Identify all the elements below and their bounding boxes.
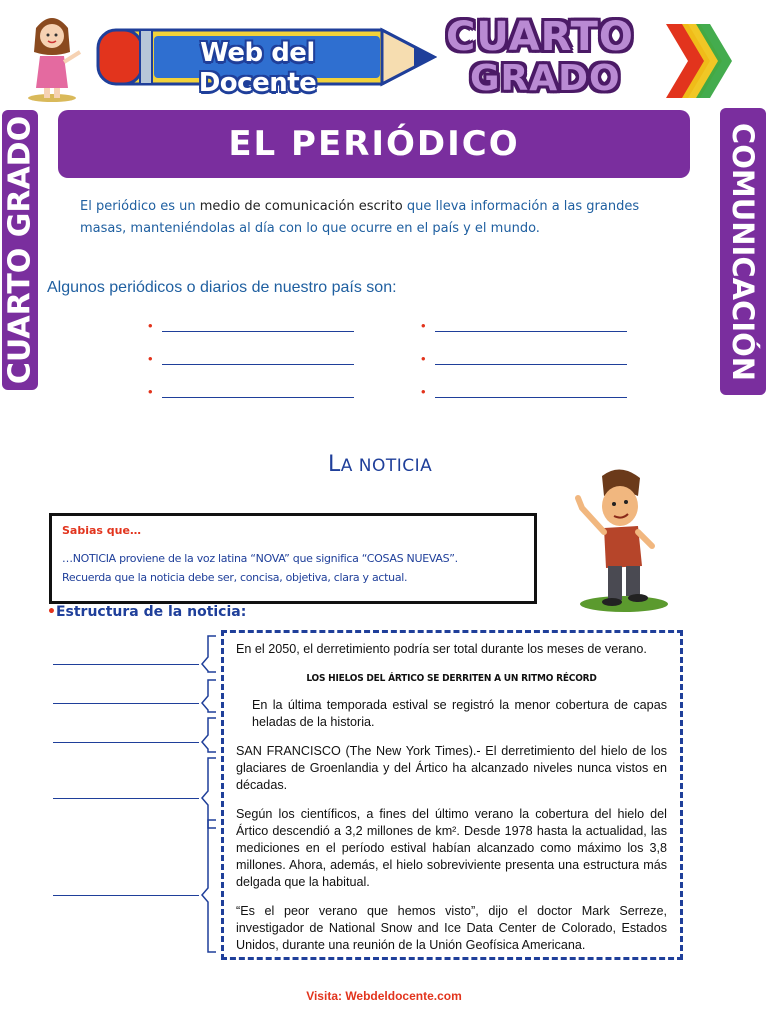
teacher-illustration [22, 12, 84, 104]
sample-news-article [221, 630, 683, 960]
article-paragraph: Según los científicos, a fines del último verano la cobertura del hielo del Ártico descendió a 3,2 millones de km². Desde 1978 hasta la actualidad, las mediciones en el período estival habían alcanzado como máximo los 3,8 millones. Ahora, además, el hielo sobreviviente presenta una estructura más delgada que la habitual. [236, 807, 667, 889]
boy-illustration [568, 466, 668, 614]
section-title-cap: L [328, 452, 341, 477]
intro-part-2: que lleva información a las grandes masas, manteniéndolas al día con lo que ocurre en el país y el mundo. [80, 199, 640, 236]
did-you-know-box [49, 513, 537, 604]
bullet-icon: • [148, 384, 153, 399]
section-title [328, 452, 432, 477]
section-title-rest: A NOTICIA [340, 456, 433, 476]
bullet-icon: • [421, 384, 426, 399]
answer-blanks [148, 318, 638, 408]
answer-blank[interactable] [421, 318, 627, 332]
answer-blank[interactable] [148, 351, 354, 365]
side-band-left [2, 110, 38, 390]
intro-paragraph [80, 196, 688, 240]
grade-line-1: CUARTO [446, 14, 634, 60]
blank-line [162, 384, 354, 398]
bullet-icon: • [148, 351, 153, 366]
answer-blank[interactable] [421, 384, 627, 398]
answer-blank[interactable] [148, 318, 354, 332]
blank-line [435, 351, 627, 365]
logo-text: Web del Docente [198, 38, 317, 98]
side-band-right [720, 108, 766, 395]
answer-blank[interactable] [148, 384, 354, 398]
did-you-know-line-2: Recuerda que la noticia debe ser, concisa, objetiva, clara y actual. [62, 571, 408, 584]
title-banner [58, 110, 690, 178]
did-you-know-line-1: …NOTICIA proviene de la voz latina “NOVA” que significa “COSAS NUEVAS”. [62, 552, 458, 565]
structure-answer-line[interactable] [53, 895, 199, 896]
structure-label [47, 604, 246, 620]
did-you-know-heading: Sabias que… [62, 524, 141, 537]
structure-label-text: Estructura de la noticia: [55, 604, 247, 620]
bullet-icon: • [148, 318, 153, 333]
footer-link[interactable]: Visita: Webdeldocente.com [306, 989, 462, 1003]
article-paragraph: SAN FRANCISCO (The New York Times).- El derretimiento del hielo de los glaciares de Groenlandia y del Ártico ha alcanzado niveles nunca vistos en décadas. [236, 744, 667, 792]
blank-line [162, 318, 354, 332]
intro-part-1: El periódico es un [80, 199, 200, 214]
structure-answer-line[interactable] [53, 664, 199, 665]
side-band-right-label: COMUNICACIÓN [726, 122, 760, 381]
blank-line [435, 318, 627, 332]
chevron-arrows-icon [662, 18, 732, 104]
question-text: Algunos periódicos o diarios de nuestro país son: [47, 279, 397, 296]
blank-line [435, 384, 627, 398]
page-title: EL PERIÓDICO [228, 124, 520, 164]
bullet-icon: • [47, 604, 56, 620]
article-subheadline: En la última temporada estival se registró la menor cobertura de capas heladas de la historia. [252, 698, 667, 729]
structure-answer-line[interactable] [53, 703, 199, 704]
blank-line [162, 351, 354, 365]
bullet-icon: • [421, 351, 426, 366]
article-headline: LOS HIELOS DEL ÁRTICO SE DERRITEN A UN RITMO RÉCORD [306, 673, 597, 684]
intro-highlight: medio de comunicación escrito [199, 199, 403, 214]
grade-line-2: GRADO [470, 58, 621, 99]
article-lead: En el 2050, el derretimiento podría ser total durante los meses de verano. [236, 642, 647, 656]
article-quote: “Es el peor verano que hemos visto”, dijo el doctor Mark Serreze, investigador de National Snow and Ice Data Center de Colorado, Estados Unidos, durante una reunión de la Unión Geofísica Americana. [236, 904, 667, 952]
bullet-icon: • [421, 318, 426, 333]
structure-answer-line[interactable] [53, 742, 199, 743]
side-band-left-label: CUARTO GRADO [2, 115, 38, 385]
answer-blank[interactable] [421, 351, 627, 365]
structure-answer-line[interactable] [53, 798, 199, 799]
